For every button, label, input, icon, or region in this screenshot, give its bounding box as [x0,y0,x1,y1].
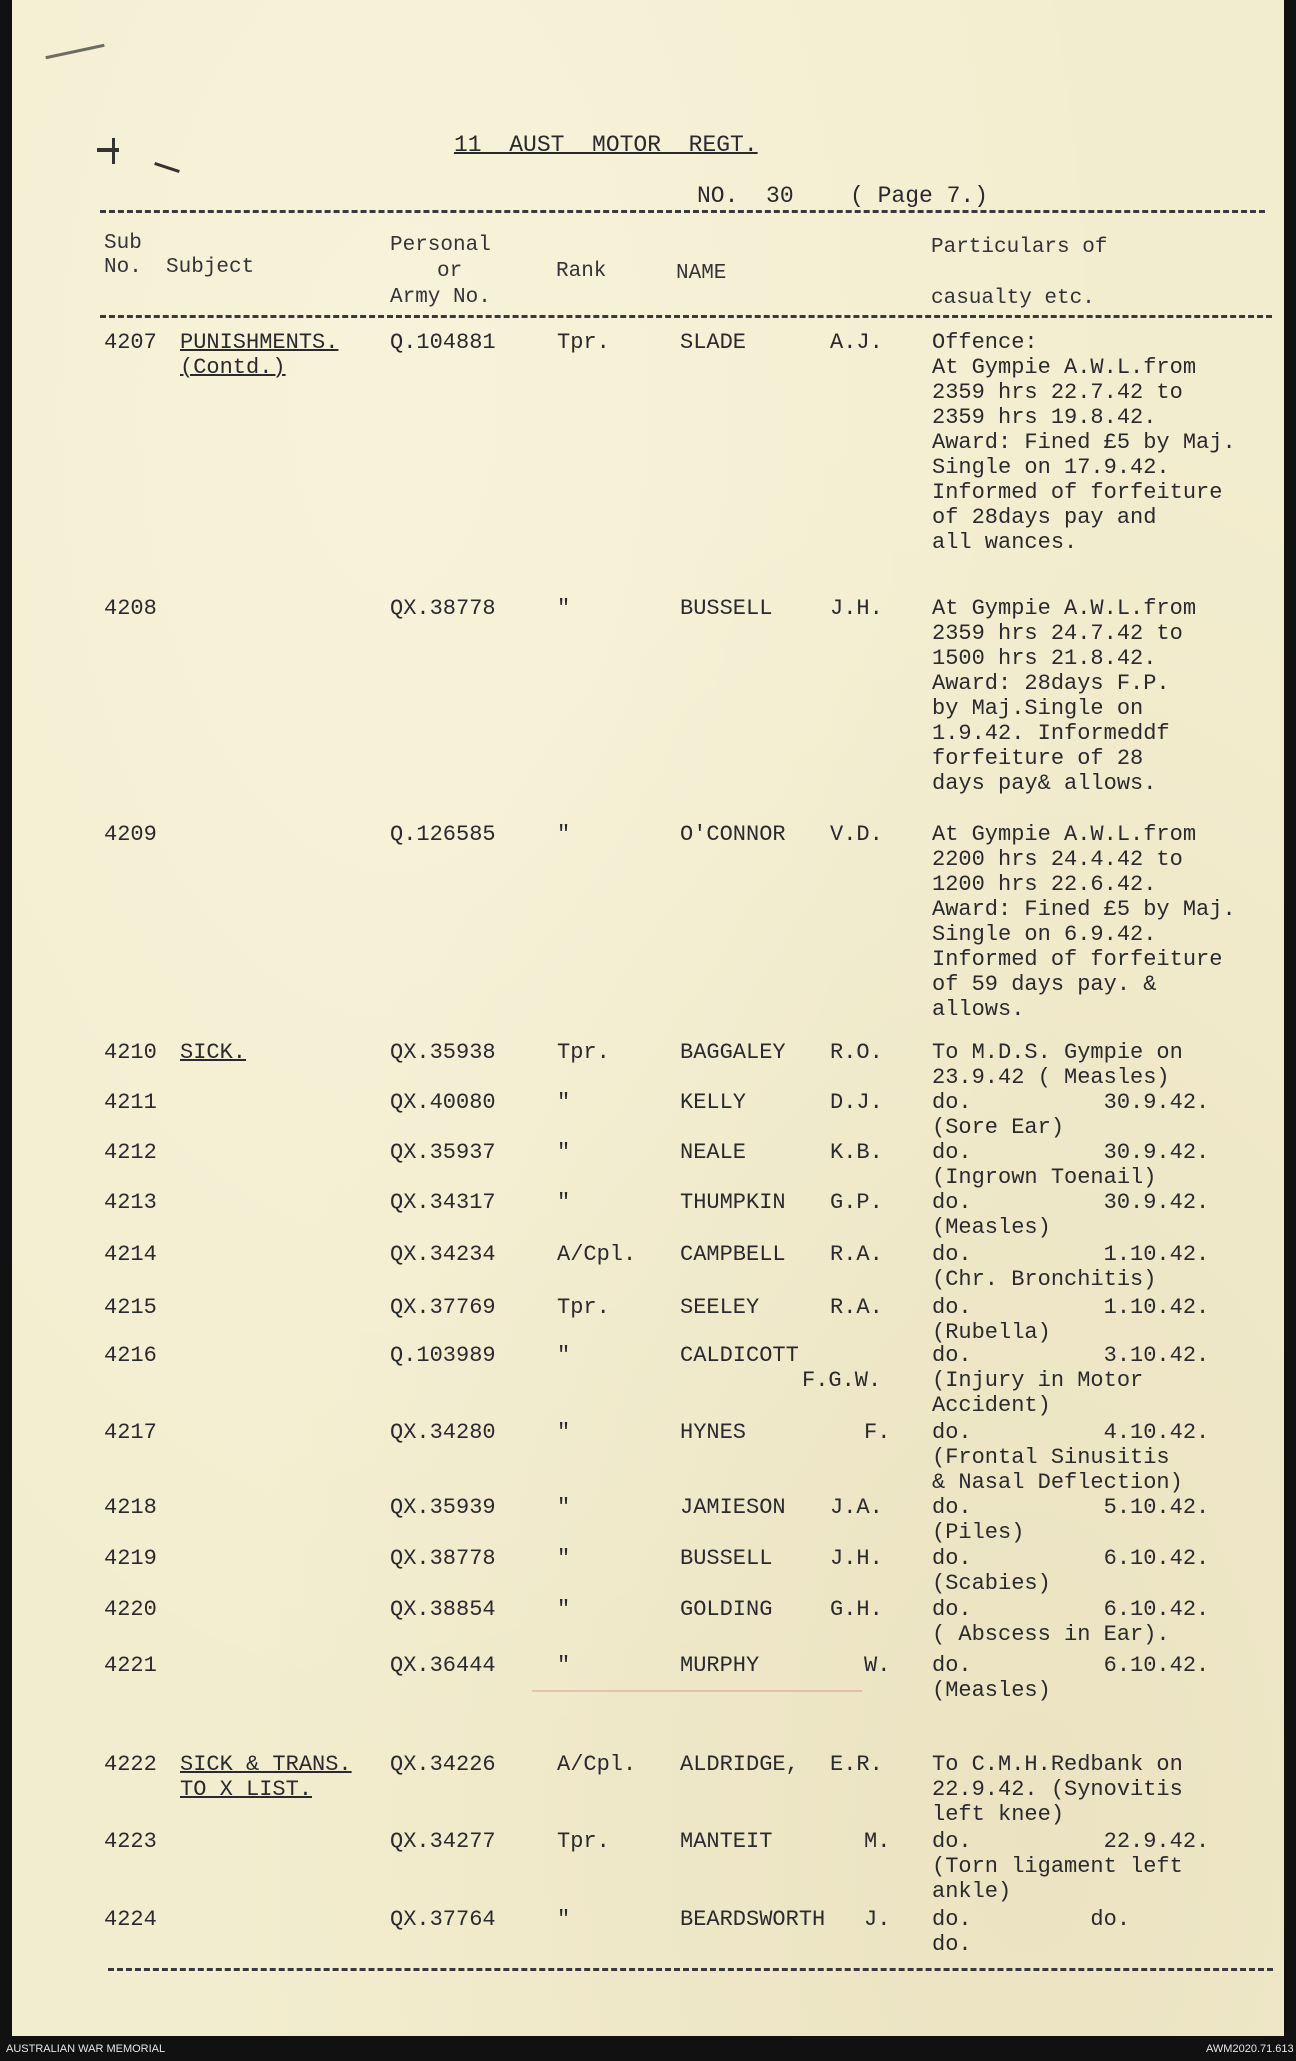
entry-particulars-line: 2359 hrs 24.7.42 to [932,621,1183,646]
entry-particulars-line: 1200 hrs 22.6.42. [932,872,1157,897]
entry-subject: (Contd.) [180,355,286,380]
entry-number: 4217 [104,1420,157,1445]
page-title: 11 AUST MOTOR REGT. [454,132,758,158]
entry-particulars-line: At Gympie A.W.L.from [932,822,1197,847]
entry-particulars-line: (Chr. Bronchitis) [932,1267,1157,1292]
ink-mark [45,44,104,59]
entry-particulars-line: do. 6.10.42. [932,1597,1210,1622]
entry-particulars-line: do. 30.9.42. [932,1190,1210,1215]
entry-particulars-line: (Piles) [932,1520,1025,1545]
header-particulars: Particulars of [931,236,1108,259]
entry-army-number: QX.40080 [390,1090,496,1115]
entry-particulars-line: do. 30.9.42. [932,1090,1210,1115]
entry-particulars-line: ankle) [932,1879,1012,1904]
entry-rank: " [557,1907,571,1932]
entry-initials: M. [864,1829,891,1854]
entry-number: 4220 [104,1597,157,1622]
entry-particulars-line: allows. [932,997,1025,1022]
entry-name: BUSSELL [680,596,773,621]
entry-army-number: QX.34277 [390,1829,496,1854]
entry-name: THUMPKIN [680,1190,786,1215]
entry-subject: PUNISHMENTS. [180,330,339,355]
entry-particulars-line: do. 6.10.42. [932,1546,1210,1571]
entry-number: 4208 [104,596,157,621]
ink-mark [154,162,180,173]
entry-rank: Tpr. [557,330,610,355]
entry-particulars-line: 23.9.42 ( Measles) [932,1065,1170,1090]
entry-initials: K.B. [830,1140,883,1165]
entry-particulars-line: Informed of forfeiture [932,947,1223,972]
entry-number: 4219 [104,1546,157,1571]
entry-army-number: QX.38778 [390,1546,496,1571]
entry-particulars-line: (Frontal Sinusitis [932,1445,1170,1470]
entry-particulars-line: Award: Fined £5 by Maj. [932,897,1236,922]
entry-name: BUSSELL [680,1546,773,1571]
entry-particulars-line: all wances. [932,530,1078,555]
entry-number: 4221 [104,1653,157,1678]
entry-particulars-line: Accident) [932,1393,1051,1418]
divider [100,315,1272,318]
entry-number: 4215 [104,1295,157,1320]
entry-particulars-line: 2359 hrs 19.8.42. [932,405,1157,430]
divider [108,1968,1273,1971]
entry-rank: A/Cpl. [557,1752,637,1777]
entry-rank: " [557,596,571,621]
entry-initials: J.H. [830,596,883,621]
entry-particulars-line: do. 5.10.42. [932,1495,1210,1520]
entry-name: NEALE [680,1140,747,1165]
entry-particulars-line: 1.9.42. Informeddf [932,721,1170,746]
entry-particulars-line: To M.D.S. Gympie on [932,1040,1183,1065]
entry-particulars-line: ( Abscess in Ear). [932,1622,1170,1647]
entry-particulars-line: do. 4.10.42. [932,1420,1210,1445]
entry-army-number: QX.38778 [390,596,496,621]
entry-particulars-line: do. 30.9.42. [932,1140,1210,1165]
entry-name: SEELEY [680,1295,760,1320]
entry-initials: V.D. [830,822,883,847]
entry-initials: A.J. [830,330,883,355]
entry-number: 4211 [104,1090,157,1115]
entry-initials: W. [864,1653,891,1678]
entry-initials: R.O. [830,1040,883,1065]
entry-number: 4224 [104,1907,157,1932]
entry-rank: A/Cpl. [557,1242,637,1267]
entry-particulars-line: Single on 6.9.42. [932,922,1157,947]
entry-particulars-line: (Injury in Motor [932,1368,1144,1393]
entry-army-number: QX.35938 [390,1040,496,1065]
header-sub: Sub [104,232,142,255]
entry-army-number: QX.34226 [390,1752,496,1777]
footer-id: AWM2020.71.613 [1206,2043,1294,2055]
entry-number: 4218 [104,1495,157,1520]
entry-rank: Tpr. [557,1829,610,1854]
header-personal: Personal [390,234,491,257]
entry-particulars-line: of 28days pay and [932,505,1157,530]
header-or: or [437,260,463,283]
entry-initials: J. [864,1907,891,1932]
entry-army-number: QX.34234 [390,1242,496,1267]
stain-line [532,1690,862,1692]
divider [100,210,1265,213]
entry-army-number: QX.34280 [390,1420,496,1445]
entry-particulars-line: do. 22.9.42. [932,1829,1210,1854]
entry-army-number: QX.35937 [390,1140,496,1165]
entry-particulars-line: by Maj.Single on [932,696,1144,721]
entry-rank: " [557,1653,571,1678]
entry-name: O'CONNOR [680,822,786,847]
entry-initials: G.P. [830,1190,883,1215]
entry-name: BAGGALEY [680,1040,786,1065]
header-name: NAME [676,262,727,285]
entry-name: MANTEIT [680,1829,773,1854]
entry-initials: D.J. [830,1090,883,1115]
entry-particulars-line: do. 3.10.42. [932,1343,1210,1368]
header-casualty: casualty etc. [931,287,1095,310]
entry-particulars-line: At Gympie A.W.L.from [932,355,1197,380]
entry-name: CALDICOTT [680,1343,799,1368]
entry-number: 4207 [104,330,157,355]
entry-army-number: Q.104881 [390,330,496,355]
entry-rank: " [557,1597,571,1622]
ink-mark [112,138,115,164]
entry-number: 4214 [104,1242,157,1267]
entry-name: JAMIESON [680,1495,786,1520]
entry-rank: " [557,1343,571,1368]
entry-particulars-line: Single on 17.9.42. [932,455,1170,480]
entry-subject: SICK. [180,1040,247,1065]
entry-particulars-line: Award: Fined £5 by Maj. [932,430,1236,455]
entry-particulars-line: do. do. [932,1907,1131,1932]
entry-particulars-line: do. [932,1932,972,1957]
entry-army-number: QX.38854 [390,1597,496,1622]
entry-number: 4223 [104,1829,157,1854]
entry-name: ALDRIDGE, [680,1752,799,1777]
page-number: ( Page 7.) [850,183,989,209]
header-subject: Subject [166,256,255,279]
entry-army-number: QX.37764 [390,1907,496,1932]
entry-particulars-line: Offence: [932,330,1038,355]
entry-rank: " [557,1420,571,1445]
entry-subject: TO X LIST. [180,1777,313,1802]
entry-name: HYNES [680,1420,747,1445]
entry-subject: SICK & TRANS. [180,1752,352,1777]
entry-initials: F.G.W. [802,1368,882,1393]
ink-mark [97,148,119,152]
entry-rank: " [557,822,571,847]
entry-initials: R.A. [830,1295,883,1320]
entry-name: KELLY [680,1090,747,1115]
entry-particulars-line: (Measles) [932,1215,1051,1240]
entry-particulars-line: forfeiture of 28 [932,746,1144,771]
entry-army-number: QX.37769 [390,1295,496,1320]
entry-initials: E.R. [830,1752,883,1777]
entry-particulars-line: Informed of forfeiture [932,480,1223,505]
entry-number: 4222 [104,1752,157,1777]
entry-initials: J.H. [830,1546,883,1571]
entry-rank: Tpr. [557,1295,610,1320]
entry-number: 4209 [104,822,157,847]
entry-particulars-line: days pay& allows. [932,771,1157,796]
entry-particulars-line: At Gympie A.W.L.from [932,596,1197,621]
entry-army-number: Q.126585 [390,822,496,847]
entry-particulars-line: (Torn ligament left [932,1854,1183,1879]
entry-particulars-line: (Measles) [932,1678,1051,1703]
entry-particulars-line: To C.M.H.Redbank on [932,1752,1183,1777]
header-rank: Rank [556,260,607,283]
header-no: No. [104,256,142,279]
document-page [12,0,1284,2036]
entry-initials: J.A. [830,1495,883,1520]
document-number: NO. 30 [697,183,794,209]
entry-particulars-line: (Sore Ear) [932,1115,1065,1140]
entry-particulars-line: do. 1.10.42. [932,1295,1210,1320]
entry-particulars-line: of 59 days pay. & [932,972,1157,997]
entry-particulars-line: Award: 28days F.P. [932,671,1170,696]
entry-army-number: QX.36444 [390,1653,496,1678]
entry-name: CAMPBELL [680,1242,786,1267]
entry-rank: Tpr. [557,1040,610,1065]
entry-initials: G.H. [830,1597,883,1622]
entry-number: 4212 [104,1140,157,1165]
entry-initials: F. [864,1420,891,1445]
entry-army-number: Q.103989 [390,1343,496,1368]
entry-particulars-line: (Ingrown Toenail) [932,1165,1157,1190]
entry-particulars-line: 22.9.42. (Synovitis [932,1777,1183,1802]
entry-name: GOLDING [680,1597,773,1622]
entry-number: 4210 [104,1040,157,1065]
entry-rank: " [557,1090,571,1115]
entry-particulars-line: (Rubella) [932,1320,1051,1345]
entry-particulars-line: do. 6.10.42. [932,1653,1210,1678]
entry-name: MURPHY [680,1653,760,1678]
footer-credit: AUSTRALIAN WAR MEMORIAL [6,2043,166,2055]
entry-particulars-line: & Nasal Deflection) [932,1470,1183,1495]
entry-army-number: QX.34317 [390,1190,496,1215]
entry-initials: R.A. [830,1242,883,1267]
entry-rank: " [557,1546,571,1571]
entry-name: BEARDSWORTH [680,1907,826,1932]
entry-name: SLADE [680,330,747,355]
entry-particulars-line: 1500 hrs 21.8.42. [932,646,1157,671]
entry-number: 4213 [104,1190,157,1215]
entry-rank: " [557,1495,571,1520]
entry-army-number: QX.35939 [390,1495,496,1520]
entry-particulars-line: do. 1.10.42. [932,1242,1210,1267]
header-army-no: Army No. [390,286,491,309]
entry-particulars-line: (Scabies) [932,1571,1051,1596]
entry-rank: " [557,1190,571,1215]
entry-particulars-line: 2200 hrs 24.4.42 to [932,847,1183,872]
entry-number: 4216 [104,1343,157,1368]
entry-particulars-line: left knee) [932,1802,1065,1827]
entry-rank: " [557,1140,571,1165]
entry-particulars-line: 2359 hrs 22.7.42 to [932,380,1183,405]
